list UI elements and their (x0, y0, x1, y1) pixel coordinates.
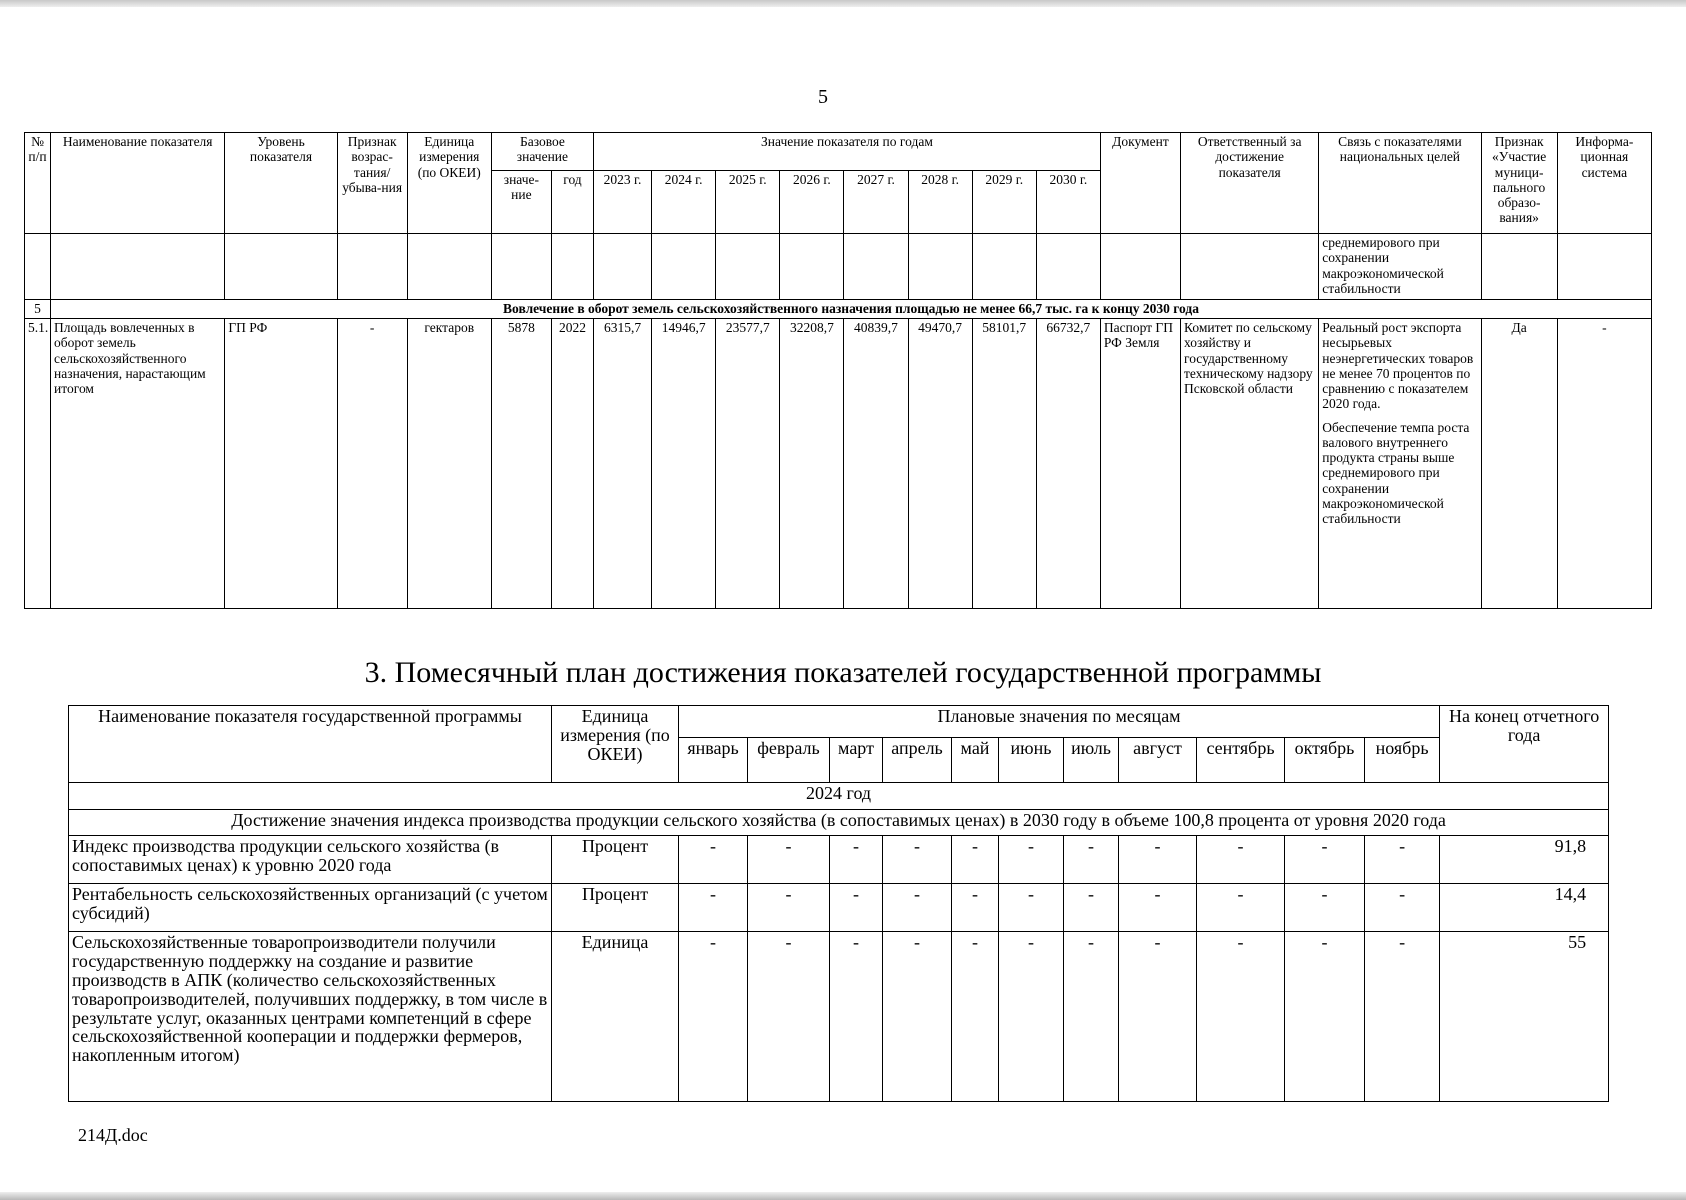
row-info: - (1557, 319, 1651, 609)
year-value: 32208,7 (780, 319, 844, 609)
row-responsible: Комитет по сельскому хозяйству и государственному техническому надзору Псковской области (1181, 319, 1319, 609)
year-end-value: 91,8 (1440, 836, 1609, 884)
month-header: февраль (748, 738, 830, 783)
col-num-header: № п/п (25, 133, 51, 234)
continuation-row (25, 234, 1652, 300)
month-value: - (952, 884, 999, 932)
year-value: 40839,7 (844, 319, 908, 609)
section-heading: 3. Помесячный план достижения показателей государственной программы (364, 656, 1322, 689)
month-value: - (999, 932, 1064, 1102)
year-value: 66732,7 (1036, 319, 1100, 609)
month-header: май (952, 738, 999, 783)
link-paragraph: Реальный рост экспорта несырьевых неэнергетических товаров не менее 70 процентов по сравнению с показателем 2020 года. (1322, 320, 1474, 412)
month-value: - (1064, 836, 1119, 884)
col-base-header: Базовое значение (491, 133, 593, 171)
month-header: ноябрь (1365, 738, 1440, 783)
month-value: - (679, 836, 748, 884)
row-number: 5.1. (25, 319, 51, 609)
month-value: - (999, 836, 1064, 884)
table-row (69, 884, 1609, 932)
month-value: - (952, 836, 999, 884)
col-info-header: Информа-ционная система (1557, 133, 1651, 234)
section-title: Вовлечение в оборот земель сельскохозяйственного назначения площадью не менее 66,7 тыс. га к концу 2030 года (51, 300, 1652, 319)
table-row (69, 836, 1609, 884)
indicator-unit: Процент (552, 836, 679, 884)
indicator-unit: Единица (552, 932, 679, 1102)
link-paragraph: Обеспечение темпа роста валового внутреннего продукта страны выше среднемирового при сохранении макроэкономической стабильности (1322, 419, 1470, 526)
month-value: - (830, 836, 883, 884)
month-value: - (1285, 932, 1365, 1102)
month-value: - (952, 932, 999, 1102)
year-header: 2028 г. (908, 171, 972, 234)
scan-edge-top (0, 0, 1686, 7)
month-header: март (830, 738, 883, 783)
monthly-plan-table (68, 705, 1609, 1102)
month-header: сентябрь (1197, 738, 1285, 783)
link-continuation: среднемирового при сохранении макроэкономической стабильности (1319, 234, 1481, 300)
col-name-header: Наименование показателя (51, 133, 225, 234)
month-header: июнь (999, 738, 1064, 783)
col-level-header: Уровень показателя (225, 133, 337, 234)
month-header: январь (679, 738, 748, 783)
month-value: - (830, 884, 883, 932)
col-year-end-header: На конец отчетного года (1440, 706, 1609, 783)
table-row (25, 319, 1652, 609)
month-value: - (883, 932, 952, 1102)
row-document: Паспорт ГП РФ Земля (1100, 319, 1180, 609)
month-value: - (748, 836, 830, 884)
file-name: 214Д.doc (78, 1125, 148, 1145)
col-base-value-header: значе-ние (491, 171, 551, 234)
row-sign: - (337, 319, 407, 609)
month-value: - (999, 884, 1064, 932)
row-unit: гектаров (407, 319, 491, 609)
month-value: - (1119, 932, 1197, 1102)
row-level: ГП РФ (225, 319, 337, 609)
month-value: - (748, 932, 830, 1102)
month-value: - (679, 884, 748, 932)
month-value: - (1197, 884, 1285, 932)
table-row (69, 932, 1609, 1102)
month-header: апрель (883, 738, 952, 783)
month-value: - (1365, 836, 1440, 884)
month-header: октябрь (1285, 738, 1365, 783)
section-row (25, 300, 1652, 319)
year-value: 23577,7 (716, 319, 780, 609)
month-value: - (1365, 884, 1440, 932)
year-value: 6315,7 (594, 319, 652, 609)
col-years-header: Значение показателя по годам (594, 133, 1101, 171)
month-value: - (1119, 836, 1197, 884)
year-header: 2023 г. (594, 171, 652, 234)
year-header: 2030 г. (1036, 171, 1100, 234)
year-end-value: 14,4 (1440, 884, 1609, 932)
month-value: - (1197, 836, 1285, 884)
row-base-value: 5878 (491, 319, 551, 609)
col-unit-header: Единица измерения (по ОКЕИ) (407, 133, 491, 234)
section-number: 5 (25, 300, 51, 319)
month-value: - (748, 884, 830, 932)
month-value: - (883, 884, 952, 932)
col-name-header: Наименование показателя государственной программы (69, 706, 552, 783)
year-value: 14946,7 (652, 319, 716, 609)
col-unit-header: Единица измерения (по ОКЕИ) (552, 706, 679, 783)
col-link-header: Связь с показателями национальных целей (1319, 133, 1481, 234)
indicator-name: Сельскохозяйственные товаропроизводители получили государственную поддержку на создание и развитие производств в АПК (количество сельскохозяйственных товаропроизводителей, получивших поддержку, в том числе в результате услуг, оказанных центрами компетенций в сфере сельскохозяйственной кооперации и поддержки фермеров, накопленным итогом) (69, 932, 552, 1102)
year-header: 2026 г. (780, 171, 844, 234)
month-header: июль (1064, 738, 1119, 783)
year-value: 49470,7 (908, 319, 972, 609)
col-responsible-header: Ответственный за достижение показателя (1181, 133, 1319, 234)
month-value: - (1285, 884, 1365, 932)
month-header: август (1119, 738, 1197, 783)
row-name: Площадь вовлеченных в оборот земель сельскохозяйственного назначения, нарастающим итогом (51, 319, 225, 609)
col-sign-header: Признак возрас-тания/ убыва-ния (337, 133, 407, 234)
goal-row: Достижение значения индекса производства продукции сельского хозяйства (в сопоставимых ценах) в 2030 году в объеме 100,8 процента от уровня 2020 года (69, 810, 1609, 836)
year-end-value: 55 (1440, 932, 1609, 1102)
row-base-year: 2022 (551, 319, 593, 609)
page-number: 5 (818, 86, 828, 108)
year-header: 2029 г. (972, 171, 1036, 234)
row-municipal: Да (1481, 319, 1557, 609)
indicators-table (24, 132, 1652, 609)
indicator-unit: Процент (552, 884, 679, 932)
month-value: - (679, 932, 748, 1102)
month-value: - (1285, 836, 1365, 884)
indicator-name: Рентабельность сельскохозяйственных организаций (с учетом субсидий) (69, 884, 552, 932)
year-header: 2025 г. (716, 171, 780, 234)
month-value: - (1064, 884, 1119, 932)
row-link (1319, 319, 1481, 609)
month-value: - (830, 932, 883, 1102)
col-base-year-header: год (551, 171, 593, 234)
col-document-header: Документ (1100, 133, 1180, 234)
month-value: - (1197, 932, 1285, 1102)
month-value: - (883, 836, 952, 884)
indicator-name: Индекс производства продукции сельского хозяйства (в сопоставимых ценах) к уровню 2020 года (69, 836, 552, 884)
year-header: 2027 г. (844, 171, 908, 234)
month-value: - (1119, 884, 1197, 932)
year-header: 2024 г. (652, 171, 716, 234)
col-municipal-header: Признак «Участие муници-пального образо-вания» (1481, 133, 1557, 234)
month-value: - (1365, 932, 1440, 1102)
col-planned-header: Плановые значения по месяцам (679, 706, 1440, 738)
year-value: 58101,7 (972, 319, 1036, 609)
scan-edge-bottom (0, 1192, 1686, 1200)
year-row: 2024 год (69, 783, 1609, 810)
month-value: - (1064, 932, 1119, 1102)
